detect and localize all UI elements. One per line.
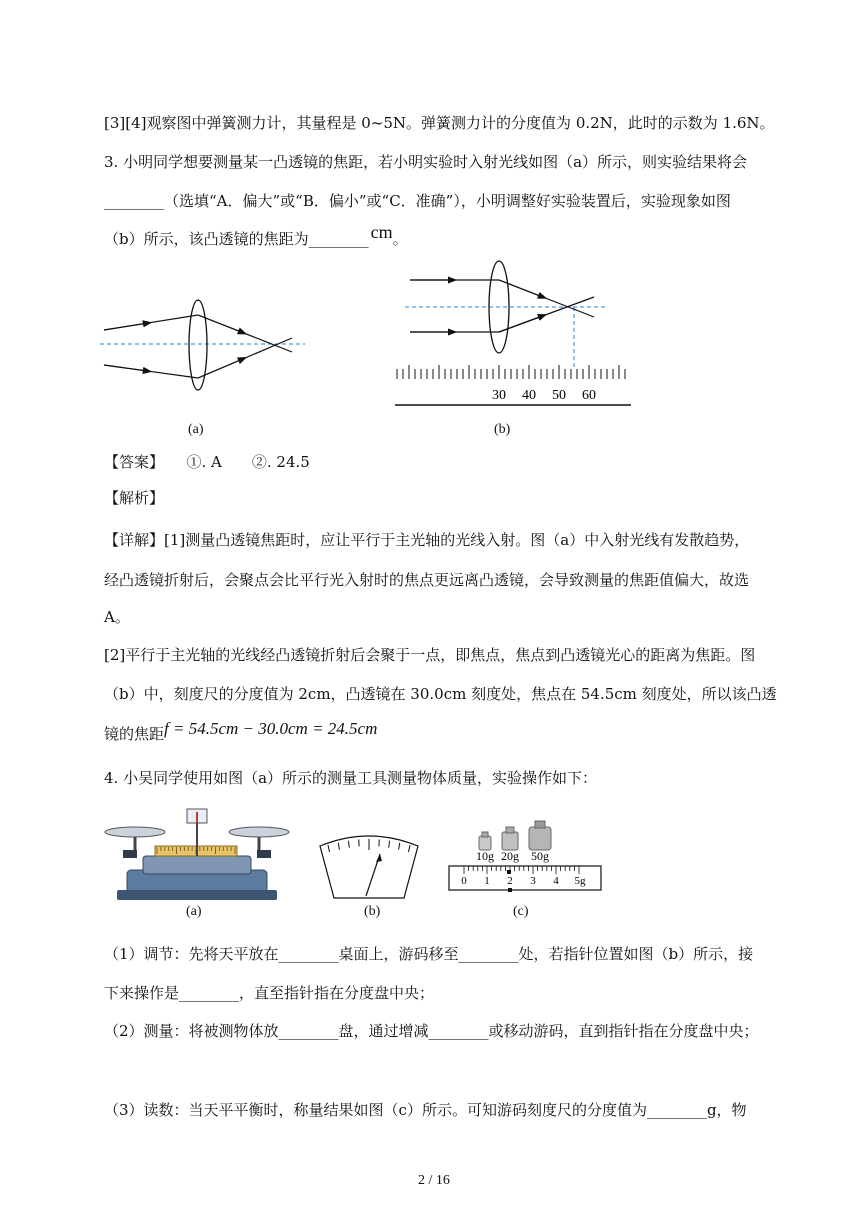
rider-label: 4 [553, 875, 559, 887]
focal-length-equation: f = 54.5cm − 30.0cm = 24.5cm [164, 719, 378, 738]
step-line: （1）调节：先将天平放在________桌面上，游码移至________处，若指针位置如图（b）所示，接 [104, 945, 754, 963]
ruler-label: 40 [522, 388, 536, 403]
rider-label: 1 [484, 875, 490, 887]
text-line: ________（选填“A．偏大”或“B．偏小”或“C．准确”），小明调整好实验装置后，实验现象如图 [104, 192, 731, 210]
scale-tick [338, 843, 339, 850]
scale-tick [328, 845, 330, 852]
rider-label: 2 [507, 875, 513, 887]
rider-label: 0 [461, 875, 467, 887]
answer-line: 【答案】 ①. A ②. 24.5 [104, 453, 310, 471]
scale-tick [389, 841, 390, 848]
weights-and-rider-scale [446, 818, 604, 896]
figure-caption-a: (a) [186, 904, 202, 919]
scale-tick [409, 845, 411, 852]
text-fragment: 镜的焦距 [104, 725, 165, 743]
text-line [104, 222, 408, 249]
detail-line [104, 719, 378, 744]
scale-tick [399, 843, 400, 850]
weight-label: 10g [476, 849, 494, 863]
page-number: 2 / 16 [418, 1173, 450, 1188]
text-line: [3][4]观察图中弹簧测力计，其量程是 0~5N。弹簧测力计的分度值为 0.2N，此时的示数为 1.6N。 [104, 114, 775, 132]
detail-line: 经凸透镜折射后，会聚点会比平行光入射时的焦点更远离凸透镜，会导致测量的焦距值偏大，故选 [104, 571, 750, 589]
question-4: 4. 小吴同学使用如图（a）所示的测量工具测量物体质量，实验操作如下： [104, 769, 598, 787]
figure-caption-b: (b) [364, 904, 381, 919]
scale-tick [349, 841, 350, 848]
lens-diagram-b [395, 255, 640, 410]
figure-caption-b: (b) [494, 422, 511, 437]
weight-label: 20g [501, 849, 519, 863]
step-line: 下来操作是________，直至指针指在分度盘中央； [104, 984, 435, 1002]
pointer-dial [318, 832, 420, 900]
question-3: 3. 小明同学想要测量某一凸透镜的焦距，若小明实验时入射光线如图（a）所示，则实验结果将会 [104, 153, 748, 171]
figure-caption-c: (c) [513, 904, 529, 919]
ruler-label: 50 [552, 388, 566, 403]
figure-caption-a: (a) [188, 422, 204, 437]
lens-diagram-a [100, 295, 310, 395]
weight-label: 50g [531, 849, 549, 863]
ruler-label: 60 [582, 388, 596, 403]
analysis-heading: 【解析】 [104, 489, 165, 507]
text-fragment: （b）所示，该凸透镜的焦距为________ [104, 230, 369, 248]
detail-line: [2]平行于主光轴的光线经凸透镜折射后会聚于一点，即焦点，焦点到凸透镜光心的距离为焦距。图 [104, 646, 756, 664]
text-fragment: 。 [392, 230, 408, 248]
unit-cm: cm [370, 222, 393, 242]
detail-line: A。 [104, 608, 130, 626]
detail-line: （b）中，刻度尺的分度值为 2cm，凸透镜在 30.0cm 刻度处，焦点在 54.5cm 刻度处，所以该凸透 [104, 685, 777, 703]
rider-label: 5g [574, 875, 586, 887]
balance-illustration [103, 806, 291, 902]
rider-label: 3 [530, 875, 536, 887]
step-line: （2）测量：将被测物体放________盘，通过增减________或移动游码，直到指针指在分度盘中央； [104, 1022, 759, 1040]
step-line: （3）读数：当天平平衡时，称量结果如图（c）所示。可知游码刻度尺的分度值为________g，物 [104, 1101, 747, 1119]
ruler-label: 30 [492, 388, 506, 403]
detail-line: 【详解】[1]测量凸透镜焦距时，应让平行于主光轴的光线入射。图（a）中入射光线有发散趋势， [104, 531, 750, 549]
